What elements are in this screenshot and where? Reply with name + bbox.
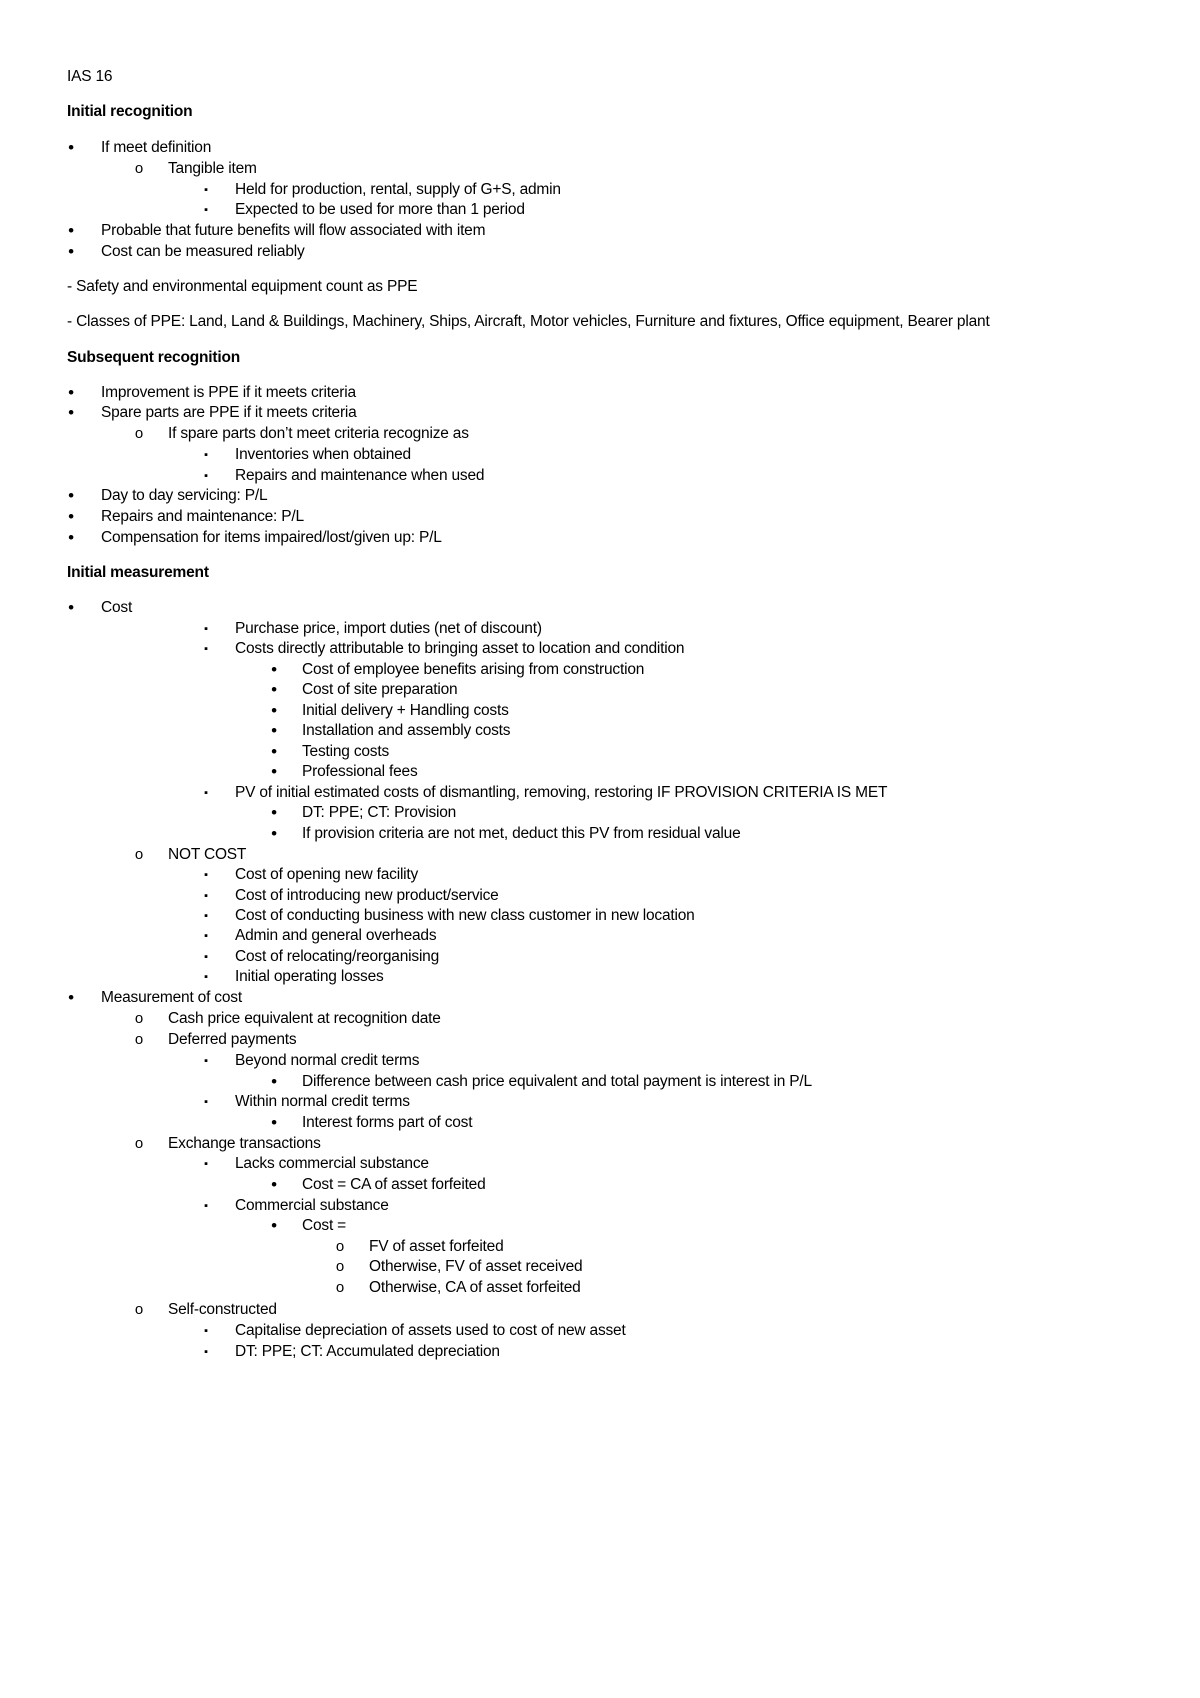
bullet-marker: o (134, 1301, 144, 1318)
line-text: Cost = (302, 1217, 347, 1234)
bullet-marker: • (68, 138, 74, 157)
line-text: Expected to be used for more than 1 period (235, 201, 525, 218)
line-text: Self-constructed (168, 1301, 277, 1318)
bullet-marker: • (271, 721, 277, 740)
bullet-marker: • (68, 242, 74, 261)
line-text: Otherwise, CA of asset forfeited (369, 1279, 581, 1296)
bullet-marker: ▪ (204, 623, 208, 635)
bullet-marker: • (271, 762, 277, 781)
bullet-marker: • (271, 1216, 277, 1235)
bullet-marker: • (271, 1175, 277, 1194)
line-text: Otherwise, FV of asset received (369, 1258, 583, 1275)
line-text: Professional fees (302, 763, 418, 780)
line-text: Initial recognition (67, 103, 193, 120)
line-text: Subsequent recognition (67, 349, 240, 366)
bullet-marker: ▪ (204, 204, 208, 216)
line-text: - Classes of PPE: Land, Land & Buildings, Machinery, Ships, Aircraft, Motor vehicles, Furniture and fixtures, Office equipment, Bearer plant (67, 313, 990, 330)
bullet-marker: ▪ (204, 1158, 208, 1170)
line-text: IAS 16 (67, 68, 113, 85)
bullet-marker: • (271, 660, 277, 679)
bullet-marker: o (134, 1010, 144, 1027)
line-text: Repairs and maintenance when used (235, 467, 485, 484)
bullet-marker: o (134, 425, 144, 442)
line-text: Cost of employee benefits arising from construction (302, 661, 645, 678)
bullet-marker: o (335, 1238, 345, 1255)
line-text: Capitalise depreciation of assets used to cost of new asset (235, 1322, 626, 1339)
line-text: Testing costs (302, 743, 389, 760)
bullet-marker: ▪ (204, 1346, 208, 1358)
bullet-marker: • (271, 742, 277, 761)
bullet-marker: ▪ (204, 869, 208, 881)
line-text: PV of initial estimated costs of dismantling, removing, restoring IF PROVISION CRITERIA IS MET (235, 784, 888, 801)
bullet-marker: • (68, 528, 74, 547)
bullet-marker: ▪ (204, 930, 208, 942)
line-text: Measurement of cost (101, 989, 242, 1006)
line-text: Admin and general overheads (235, 927, 437, 944)
bullet-marker: • (68, 598, 74, 617)
line-text: Cost of relocating/reorganising (235, 948, 440, 965)
bullet-marker: • (68, 403, 74, 422)
bullet-marker: ▪ (204, 470, 208, 482)
bullet-marker: • (68, 221, 74, 240)
bullet-marker: • (271, 824, 277, 843)
line-text: Cost of site preparation (302, 681, 458, 698)
bullet-marker: ▪ (204, 1200, 208, 1212)
line-text: Difference between cash price equivalent and total payment is interest in P/L (302, 1073, 812, 1090)
bullet-marker: ▪ (204, 1325, 208, 1337)
line-text: If provision criteria are not met, deduct this PV from residual value (302, 825, 741, 842)
bullet-marker: o (335, 1258, 345, 1275)
line-text: Held for production, rental, supply of G+S, admin (235, 181, 561, 198)
line-text: FV of asset forfeited (369, 1238, 504, 1255)
bullet-marker: • (68, 486, 74, 505)
line-text: Repairs and maintenance: P/L (101, 508, 304, 525)
bullet-marker: ▪ (204, 184, 208, 196)
bullet-marker: • (271, 803, 277, 822)
line-text: Initial measurement (67, 564, 209, 581)
line-text: Lacks commercial substance (235, 1155, 429, 1172)
bullet-marker: o (134, 1031, 144, 1048)
bullet-marker: • (68, 507, 74, 526)
line-text: Commercial substance (235, 1197, 389, 1214)
line-text: Initial delivery + Handling costs (302, 702, 509, 719)
bullet-marker: • (271, 1072, 277, 1091)
line-text: DT: PPE; CT: Provision (302, 804, 457, 821)
line-text: DT: PPE; CT: Accumulated depreciation (235, 1343, 500, 1360)
line-text: Cost of opening new facility (235, 866, 419, 883)
bullet-marker: • (271, 680, 277, 699)
line-text: Cost of introducing new product/service (235, 887, 499, 904)
bullet-marker: ▪ (204, 787, 208, 799)
bullet-marker: o (335, 1279, 345, 1296)
line-text: Improvement is PPE if it meets criteria (101, 384, 356, 401)
bullet-marker: ▪ (204, 1096, 208, 1108)
line-text: Cost = CA of asset forfeited (302, 1176, 486, 1193)
line-text: If spare parts don’t meet criteria recognize as (168, 425, 469, 442)
line-text: Cash price equivalent at recognition date (168, 1010, 441, 1027)
bullet-marker: • (271, 701, 277, 720)
line-text: Exchange transactions (168, 1135, 321, 1152)
line-text: Interest forms part of cost (302, 1114, 473, 1131)
line-text: Compensation for items impaired/lost/given up: P/L (101, 529, 442, 546)
line-text: Costs directly attributable to bringing asset to location and condition (235, 640, 685, 657)
line-text: Day to day servicing: P/L (101, 487, 268, 504)
line-text: NOT COST (168, 846, 247, 863)
bullet-marker: ▪ (204, 910, 208, 922)
line-text: Initial operating losses (235, 968, 384, 985)
bullet-marker: o (134, 846, 144, 863)
bullet-marker: o (134, 1135, 144, 1152)
bullet-marker: ▪ (204, 643, 208, 655)
bullet-marker: ▪ (204, 951, 208, 963)
bullet-marker: • (68, 383, 74, 402)
bullet-marker: ▪ (204, 1055, 208, 1067)
line-text: Within normal credit terms (235, 1093, 410, 1110)
line-text: Inventories when obtained (235, 446, 411, 463)
bullet-marker: o (134, 160, 144, 177)
line-text: Spare parts are PPE if it meets criteria (101, 404, 357, 421)
bullet-marker: ▪ (204, 890, 208, 902)
line-text: Purchase price, import duties (net of discount) (235, 620, 542, 637)
line-text: Cost can be measured reliably (101, 243, 305, 260)
line-text: Installation and assembly costs (302, 722, 511, 739)
bullet-marker: ▪ (204, 971, 208, 983)
line-text: Deferred payments (168, 1031, 297, 1048)
bullet-marker: • (68, 988, 74, 1007)
line-text: Cost of conducting business with new class customer in new location (235, 907, 695, 924)
bullet-marker: • (271, 1113, 277, 1132)
line-text: Beyond normal credit terms (235, 1052, 420, 1069)
line-text: Probable that future benefits will flow associated with item (101, 222, 486, 239)
bullet-marker: ▪ (204, 449, 208, 461)
line-text: Cost (101, 599, 133, 616)
line-text: If meet definition (101, 139, 212, 156)
line-text: - Safety and environmental equipment count as PPE (67, 278, 418, 295)
line-text: Tangible item (168, 160, 257, 177)
